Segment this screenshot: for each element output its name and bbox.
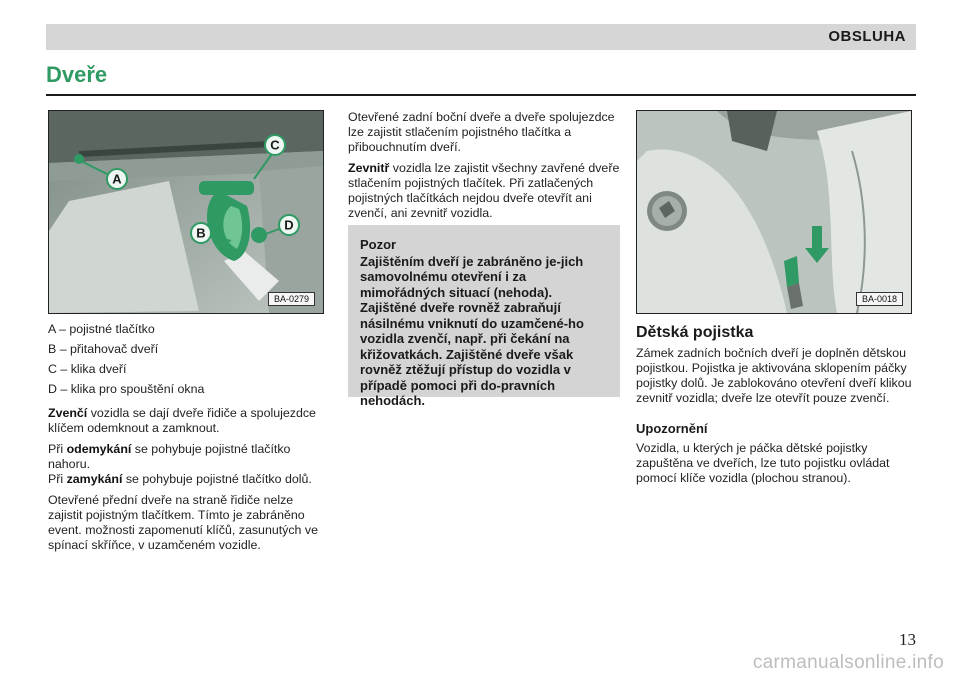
paragraph-zevnitr: Zevnitř vozidla lze zajistit všechny zavřené dveře stlačením pojistných tlačítek. Při zatlačených pojistných tlačítkách nejdou dveře otevřít ani zvenčí, ani zevnitř vozidla. [348,161,620,220]
paragraph-zvenci: Zvenčí vozidla se dají dveře řidiče a spolujezdce klíčem odemknout a zamknout. [48,406,316,435]
header-bar [46,24,916,50]
door-interior-illustration [49,111,323,313]
watermark: carmanualsonline.info [752,652,944,673]
child-lock-figure [636,110,912,314]
callout-b-label: B [196,225,206,241]
paragraph-odemykani: Při odemykání se pohybuje pojistné tlačítko nahoru. [48,442,291,471]
section-title: OBSLUHA [828,28,906,45]
door-interior-figure [48,110,324,314]
figure-code: BA-0279 [268,292,315,306]
paragraph-zamykani: Při zamykání se pohybuje pojistné tlačítko dolů. [48,472,312,486]
paragraph-front-door: Otevřené přední dveře na straně řidiče nelze zajistit pojistným tlačítkem. Tímto je zabráněno event. možnosti zapomenutí klíčů, zasunutých ve spínací skříňce, v uzamčeném vozidle. [48,493,318,552]
page-title: Dveře [46,62,108,87]
legend-item: A – pojistné tlačítko [48,322,155,336]
child-lock-heading: Dětská pojistka [636,324,754,341]
figure-code: BA-0018 [856,292,903,306]
legend-item: B – přitahovač dveří [48,342,159,356]
warning-title: Pozor [360,237,397,252]
warning-text: Zajištěním dveří je zabráněno je-jich samovolnému otevření i za mimořádných situací (nehoda). Zajištěné dveře rovněž zabraňují násilnému vniknutí do uzamčené-ho vozidla zvenčí, např. při čekání na křižovatkách. Zajištěné dveře však rovněž ztěžují přístup do vozidla v případě pomoci při do-pravních nehodách. [360,253,584,408]
page-number: 13 [899,630,916,649]
callout-c-label: C [270,137,280,153]
warning-box [348,225,620,408]
legend-item: C – klika dveří [48,362,127,376]
note-heading: Upozornění [636,421,708,436]
paragraph-rear-doors: Otevřené zadní boční dveře a dveře spolujezdce lze zajistit stlačením pojistného tlačítka a přibouchnutím dveří. [348,110,615,154]
title-divider [46,94,916,96]
left-column [48,322,323,559]
callout-a-label: A [112,171,122,187]
right-column-p2 [636,441,912,492]
child-lock-illustration [637,111,911,313]
right-column-p1 [636,346,912,412]
legend-item: D – klika pro spouštění okna [48,382,205,396]
paragraph-child-lock: Zámek zadních bočních dveří je doplněn dětskou pojistkou. Pojistka je aktivována sklopením páčky pojistky dolů. Je zablokováno otevření dveří klikou zevnitř vozidla; dveře lze otevřít pouze zvenčí. [636,346,912,405]
paragraph-note: Vozidla, u kterých je páčka dětské pojistky zapuštěna ve dveřích, lze tuto pojistku ovládat pomocí klíče vozidla (plochou stranou). [636,441,890,485]
middle-column [348,110,620,227]
callout-d-label: D [284,217,294,233]
